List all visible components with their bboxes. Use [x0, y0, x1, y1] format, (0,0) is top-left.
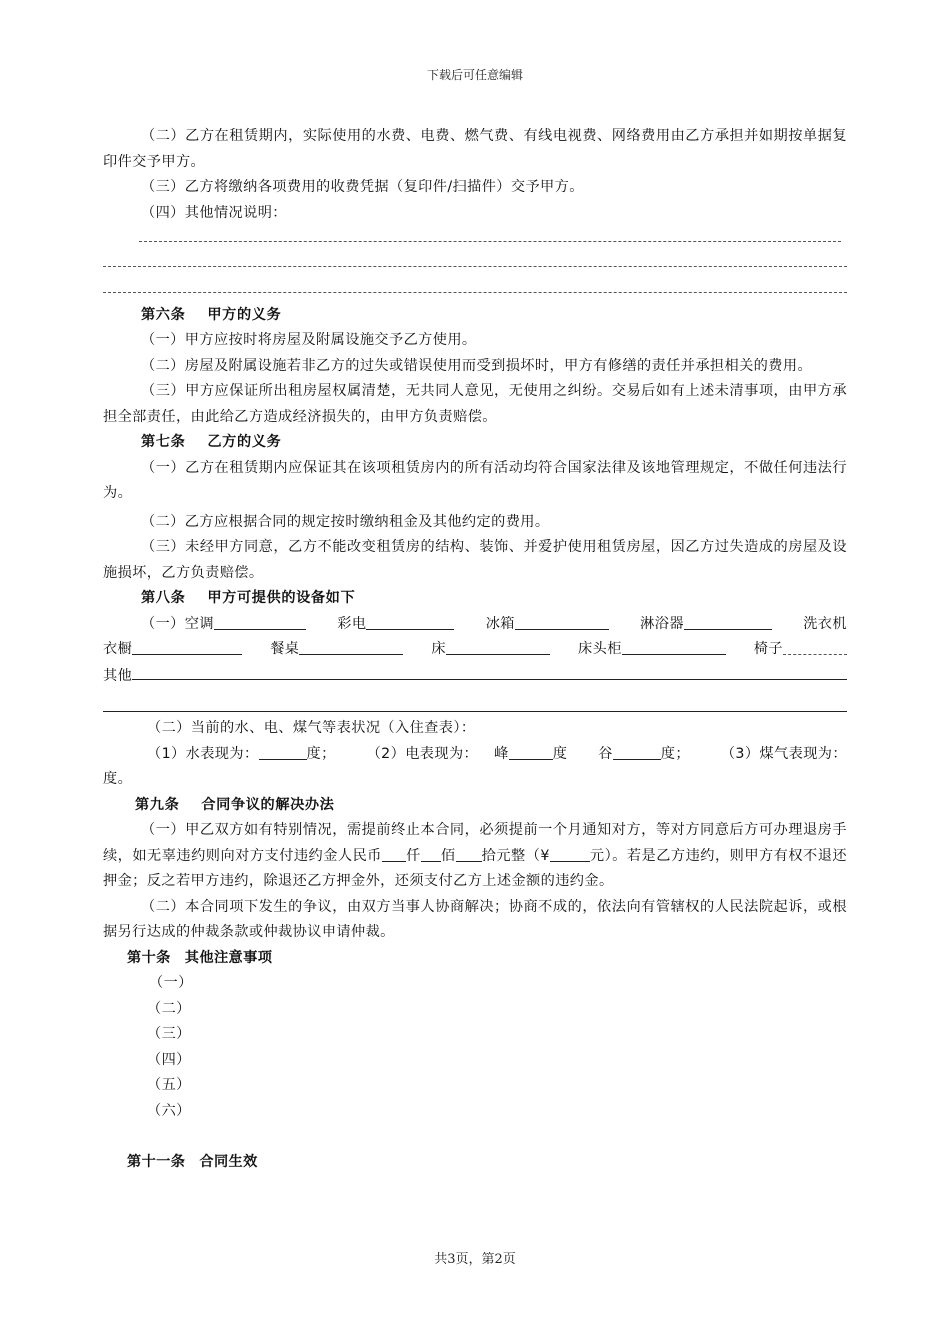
art11-title: 合同生效	[199, 1153, 258, 1170]
unit-shi: 拾元整（¥	[481, 847, 550, 864]
ac-label: 空调	[184, 615, 214, 632]
washer-label: 洗衣机	[803, 615, 847, 632]
wardrobe-blank[interactable]	[132, 638, 242, 655]
chair-label: 椅子	[753, 641, 783, 657]
page-footer-info: 共3页，第2页	[434, 1252, 516, 1267]
art7-clause-3: （三）未经甲方同意，乙方不能改变租赁房的结构、装饰、并爱护使用租赁房屋，因乙方过失造成的房屋及设施损坏，乙方负责赔偿。	[103, 539, 847, 581]
art10-item: （二）	[147, 1000, 191, 1017]
unit-qian: 仟	[405, 847, 421, 864]
water-meter-blank[interactable]	[259, 743, 307, 760]
tv-blank[interactable]	[366, 613, 454, 630]
art7-number: 第七条	[141, 434, 186, 450]
shower-blank[interactable]	[684, 613, 772, 630]
unit-bai: 佰	[440, 847, 456, 864]
nightstand-label: 床头柜	[578, 641, 622, 657]
art9-title: 合同争议的解决办法	[201, 796, 335, 813]
nightstand-blank[interactable]	[622, 638, 726, 655]
bed-blank[interactable]	[446, 638, 550, 655]
art6-clause-2: （二）房屋及附属设施若非乙方的过失或错误使用而受到损坏时，甲方有修缮的责任并承担相关的费用。	[141, 357, 813, 374]
art9-clause-1	[103, 818, 847, 895]
art8-clause-2: （二）当前的水、电、煤气等表状况（入住查表）：	[147, 720, 476, 736]
art5-clause-2: （二）乙方在租赁期内，实际使用的水费、电费、燃气费、有线电视费、网络费用由乙方承担并如期按单据复印件交予甲方。	[103, 128, 847, 170]
table-blank[interactable]	[299, 638, 403, 655]
art5-clause-4: （四）其他情况说明：	[141, 204, 287, 221]
art11-number: 第十一条	[127, 1153, 186, 1170]
equipment-other-row	[103, 663, 847, 690]
art10-item: （四）	[147, 1051, 191, 1068]
dashed-fill-line	[103, 277, 847, 303]
page-header-note: 下载后可任意编辑	[426, 68, 523, 82]
art5-clause-3: （三）乙方将缴纳各项费用的收费凭据（复印件/扫描件）交予甲方。	[141, 179, 584, 195]
art6-heading	[103, 303, 847, 329]
amount-yuan-blank[interactable]	[550, 845, 590, 862]
other-label: 其他	[103, 667, 133, 684]
art10-number: 第十条	[127, 949, 171, 966]
art10-title: 其他注意事项	[184, 949, 273, 966]
gas-meter-unit: 度。	[103, 771, 133, 787]
bed-label: 床	[431, 641, 446, 657]
elec-meter-label: （2）电表现为：	[366, 745, 479, 762]
tv-label: 彩电	[337, 615, 367, 632]
document-body	[103, 124, 847, 1175]
art6-clause-1: （一）甲方应按时将房屋及附属设施交予乙方使用。	[141, 332, 477, 348]
other-blank-line[interactable]	[103, 689, 847, 712]
meter-row	[103, 742, 847, 768]
other-blank[interactable]	[132, 663, 847, 680]
equipment-row-2	[103, 637, 847, 663]
amount-qian-blank[interactable]	[382, 845, 406, 862]
art6-title: 甲方的义务	[207, 306, 282, 323]
art7-heading	[103, 430, 847, 456]
art9-heading	[103, 793, 847, 819]
art10-item: （五）	[147, 1077, 191, 1093]
art8-title: 甲方可提供的设备如下	[207, 590, 356, 606]
amount-bai-blank[interactable]	[421, 845, 441, 862]
shower-label: 淋浴器	[640, 615, 684, 632]
art8-heading	[103, 586, 847, 612]
fridge-blank[interactable]	[515, 613, 609, 630]
valley-blank[interactable]	[613, 743, 661, 760]
art7-clause-1: （一）乙方在租赁期内应保证其在该项租赁房内的所有活动均符合国家法律及该地管理规定，不做任何违法行为。	[103, 459, 847, 501]
art10-item: （三）	[147, 1026, 191, 1042]
clause-prefix: （一）	[141, 615, 185, 632]
art9-clause-1-tail: 元）。若是乙方违约，则甲方有权不退还押金；反之若甲方违约，除退还乙方押金外，还须支付乙方上述金额的违约金。	[103, 847, 848, 889]
water-meter-label: （1）水表现为：	[147, 745, 259, 762]
art11-heading	[103, 1150, 847, 1176]
art10-item: （一）	[149, 975, 193, 991]
art9-number: 第九条	[135, 796, 180, 813]
art7-title: 乙方的义务	[207, 434, 282, 450]
peak-label: 峰	[494, 745, 509, 762]
chair-blank[interactable]	[783, 638, 847, 655]
water-unit: 度；	[306, 745, 336, 762]
equipment-row-1	[103, 612, 847, 638]
art10-heading	[103, 946, 847, 972]
art6-number: 第六条	[141, 306, 186, 323]
art8-number: 第八条	[141, 590, 186, 606]
art7-clause-2: （二）乙方应根据合同的规定按时缴纳租金及其他约定的费用。	[141, 513, 550, 530]
art6-clause-3: （三）甲方应保证所出租房屋权属清楚，无共同人意见，无使用之纠纷。交易后如有上述未清事项，由甲方承担全部责任，由此给乙方造成经济损失的，由甲方负责赔偿。	[103, 383, 847, 425]
valley-label: 谷	[598, 745, 613, 762]
valley-unit: 度；	[660, 745, 690, 762]
art9-clause-2: （二）本合同项下发生的争议，由双方当事人协商解决；协商不成的，依法向有管辖权的人民法院起诉，或根据另行达成的仲裁条款或仲裁协议申请仲裁。	[103, 898, 847, 940]
art9-clause-1-text: （一）甲乙双方如有特别情况，需提前终止本合同，必须提前一个月通知对方，等对方同意后方可办理退房手续，如无辜违约则向对方支付违约金人民币	[103, 822, 847, 864]
ac-blank[interactable]	[214, 613, 306, 630]
peak-blank[interactable]	[509, 743, 553, 760]
dashed-fill-line	[103, 252, 847, 278]
gas-meter-label: （3）煤气表现为：	[720, 745, 847, 762]
wardrobe-label: 衣橱	[103, 641, 133, 657]
peak-unit: 度	[552, 745, 568, 762]
dashed-fill-line	[103, 226, 847, 252]
table-label: 餐桌	[270, 641, 300, 657]
art10-item: （六）	[147, 1102, 191, 1119]
amount-shi-blank[interactable]	[456, 845, 482, 862]
fridge-label: 冰箱	[485, 615, 515, 632]
